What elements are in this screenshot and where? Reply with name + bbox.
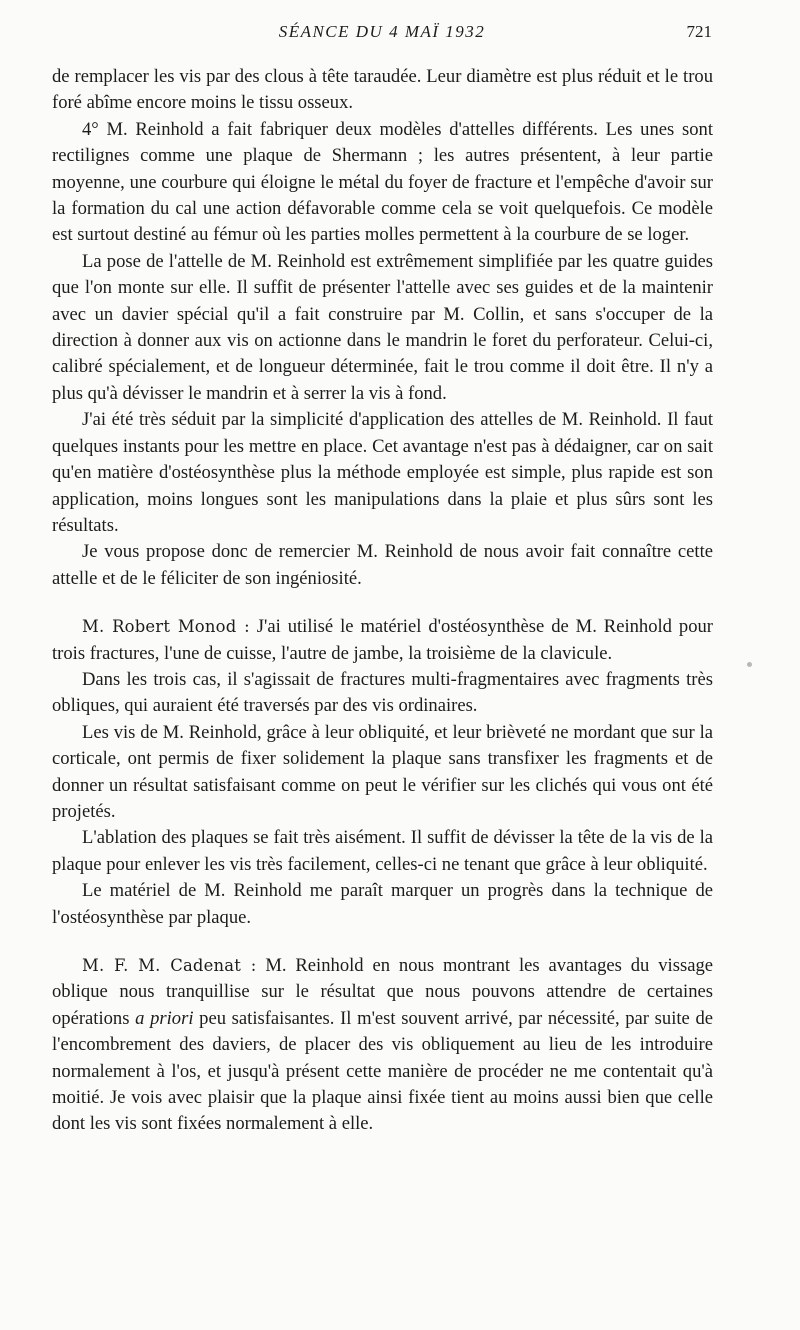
paragraph-progress: Le matériel de M. Reinhold me paraît marquer un progrès dans la technique de l'ostéosynthèse par plaque. [52,880,713,928]
paragraph-screws: Les vis de M. Reinhold, grâce à leur obliquité, et leur brièveté ne mordant que sur la corticale, ont permis de fixer solidement la plaque sans transfixer les fragments et de donner un résultat satisfaisant comme on peut le vérifier sur les clichés qui vous ont été projetés. [52,721,713,822]
paragraph-text: M. Reinhold en nous montrant les avantages du vissage oblique nous tranquillise sur le résultat que nous pouvons attendre de certaines opérations [52,955,713,1029]
paragraph-ablation: L'ablation des plaques se fait très aisément. Il suffit de dévisser la tête de la vis de la plaque pour enlever les vis très facilement, celles-ci ne tenant que grâce à leur obliquité. [52,827,713,875]
page-number: 721 [686,22,712,41]
speaker-name: M. F. M. Cadenat : [82,956,257,975]
body-text [52,64,713,1138]
paragraph-text: peu satisfaisantes. Il m'est souvent arrivé, par nécessité, par suite de l'encombrement des daviers, de placer des vis obliquement au lieu de les introduire normalement à l'os, et jusqu'à présent cette manière de procéder ne me contentait qu'à moitié. Je vois avec plaisir que la plaque ainsi fixée tient au moins aussi bien que celle dont les vis sont fixées normalement à elle. [52,1007,713,1135]
latin-phrase: a priori [135,1007,194,1029]
paragraph-cadenat [52,953,713,1138]
paragraph-text: J'ai utilisé le matériel d'ostéosynthèse de M. Reinhold pour trois fractures, l'une de cuisse, l'autre de jambe, la troisième de la clavicule. [52,616,714,664]
paragraph-conclusion: Je vous propose donc de remercier M. Reinhold de nous avoir fait connaître cette attelle et de le féliciter de son ingéniosité. [52,541,713,589]
ink-speck [747,662,752,667]
page-header [52,20,712,46]
paragraph-monod [52,614,713,667]
paragraph-attelle-models: 4° M. Reinhold a fait fabriquer deux modèles d'attelles différents. Les unes sont rectilignes comme une plaque de Shermann ; les autres présentent, à leur partie moyenne, une courbure qui éloigne le métal du foyer de fracture et l'empêche d'avoir sur la formation du cal une action défavorable comme cela se voit quelquefois. Ce modèle est surtout destiné au fémur où les parties molles permettent à la courbure de se loger. [52,118,713,246]
paragraph-continuation: de remplacer les vis par des clous à tête taraudée. Leur diamètre est plus réduit et le trou foré abîme encore moins le tissu osseux. [52,66,713,114]
speaker-name: M. Robert Monod : [82,617,250,637]
running-head: SÉANCE DU 4 MAÏ 1932 [278,22,486,41]
paragraph-attelle-pose: La pose de l'attelle de M. Reinhold est extrêmement simplifiée par les quatre guides que l'on monte sur elle. Il suffit de présenter l'attelle avec ses guides et de la maintenir avec un davier spécial qu'il a fait construire par M. Collin, et sans s'occuper de la direction à donner aux vis on actionne dans le mandrin le foret du perforateur. Celui-ci, calibré spécialement, et de longueur déterminée, fait le trou comme il doit être. Il n'y a plus qu'à dévisser le mandrin et à serrer la vis à fond. [52,250,713,404]
paragraph-three-cases: Dans les trois cas, il s'agissait de fractures multi-fragmentaires avec fragments très obliques, qui auraient été traversés par des vis ordinaires. [52,668,713,717]
paragraph-simplicity: J'ai été très séduit par la simplicité d'application des attelles de M. Reinhold. Il faut quelques instants pour les mettre en place. Cet avantage n'est pas à dédaigner, car on sait qu'en matière d'ostéosynthèse plus la méthode employée est simple, plus rapide est son application, moins longues sont les manipulations dans la plaie et plus sûrs sont les résultats. [52,409,713,536]
